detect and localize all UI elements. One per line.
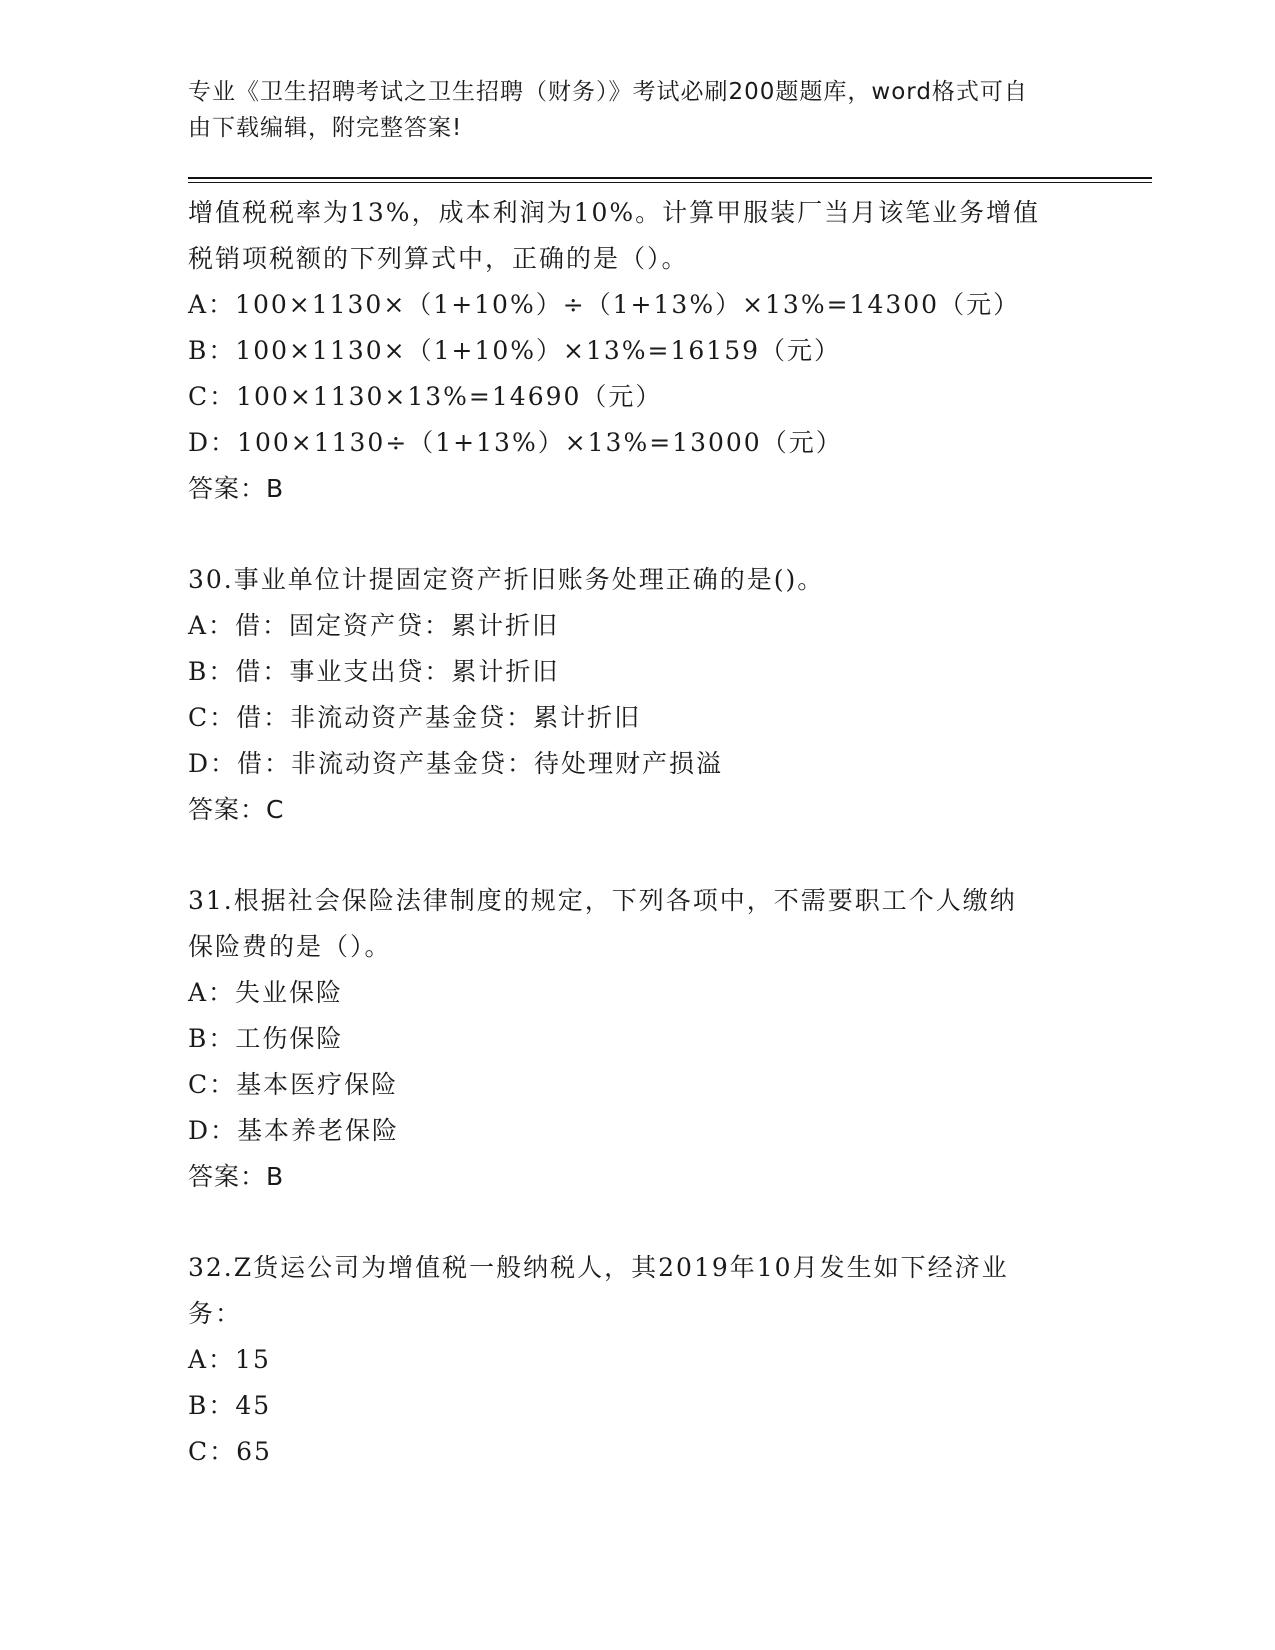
header-divider-thin xyxy=(188,182,1152,183)
option-c: C：65 xyxy=(188,1437,272,1466)
question-stem: 税销项税额的下列算式中，正确的是（）。 xyxy=(188,244,689,273)
option-b: B：45 xyxy=(188,1391,272,1420)
option-d: D：基本养老保险 xyxy=(188,1116,400,1145)
question-31 xyxy=(188,878,1088,1200)
question-stem: 务： xyxy=(188,1299,243,1328)
option-b: B：借：事业支出贷：累计折旧 xyxy=(188,657,560,686)
question-32 xyxy=(188,1245,1088,1475)
question-stem: 31.根据社会保险法律制度的规定，下列各项中，不需要职工个人缴纳 xyxy=(188,886,1017,915)
option-a: A：100×1130×（1+10%）÷（1+13%）×13%=14300（元） xyxy=(188,290,1021,319)
answer-label: 答案：C xyxy=(188,795,285,824)
option-c: C：借：非流动资产基金贷：累计折旧 xyxy=(188,703,642,732)
option-d: D：借：非流动资产基金贷：待处理财产损溢 xyxy=(188,749,724,778)
option-b: B：工伤保险 xyxy=(188,1024,344,1053)
question-29 xyxy=(188,190,1088,512)
option-a: A：15 xyxy=(188,1345,271,1374)
option-a: A：借：固定资产贷：累计折旧 xyxy=(188,611,560,640)
question-30 xyxy=(188,557,1088,833)
document-header xyxy=(188,74,1068,146)
spacer xyxy=(188,833,1088,878)
option-c: C：基本医疗保险 xyxy=(188,1070,399,1099)
question-stem: 增值税税率为13%，成本利润为10%。计算甲服装厂当月该笔业务增值 xyxy=(188,198,1041,227)
question-stem: 保险费的是（）。 xyxy=(188,932,392,961)
answer-label: 答案：B xyxy=(188,474,285,503)
spacer xyxy=(188,512,1088,557)
option-d: D：100×1130÷（1+13%）×13%=13000（元） xyxy=(188,428,843,457)
header-divider-thick xyxy=(188,177,1152,179)
option-c: C：100×1130×13%=14690（元） xyxy=(188,382,663,411)
question-stem: 32.Z货运公司为增值税一般纳税人，其2019年10月发生如下经济业 xyxy=(188,1253,1009,1282)
question-stem: 30.事业单位计提固定资产折旧账务处理正确的是()。 xyxy=(188,565,825,594)
answer-label: 答案：B xyxy=(188,1162,285,1191)
header-line-2: 由下载编辑，附完整答案! xyxy=(188,115,463,141)
question-list xyxy=(188,190,1088,1475)
header-line-1: 专业《卫生招聘考试之卫生招聘（财务）》考试必刷200题题库，word格式可自 xyxy=(188,79,1028,105)
option-a: A：失业保险 xyxy=(188,978,344,1007)
spacer xyxy=(188,1200,1088,1245)
option-b: B：100×1130×（1+10%）×13%=16159（元） xyxy=(188,336,842,365)
